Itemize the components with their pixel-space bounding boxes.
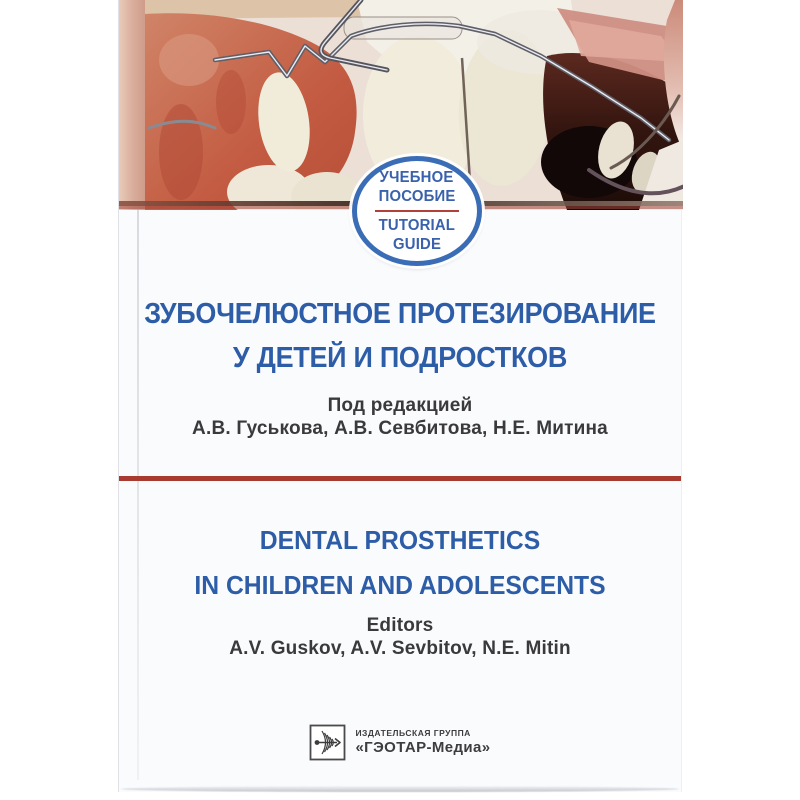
tutorial-badge [352,156,482,266]
editors-names: A.V. Guskov, A.V. Sevbitov, N.E. Mitin [229,638,571,659]
publisher-group-label: ИЗДАТЕЛЬСКАЯ ГРУППА [355,728,471,738]
publisher-block [119,724,681,761]
publisher-text [355,728,490,757]
badge-en-line2: GUIDE [392,236,442,253]
publisher-name: «ГЭОТАР-Медиа» [355,739,491,756]
title-russian-line1: ЗУБОЧЕЛЮСТНОЕ ПРОТЕЗИРОВАНИЕ [144,298,656,330]
title-english-line2: IN CHILDREN AND ADOLESCENTS [194,570,606,600]
editors-label: Editors [366,615,434,636]
book-bottom-edge-shadow [121,786,679,792]
title-english [119,518,681,608]
edited-by-russian [119,394,681,440]
edited-by-label: Под редакцией [327,395,473,416]
title-russian [119,292,681,380]
edited-by-names: А.В. Гуськова, А.В. Севбитова, Н.Е. Митина [192,418,608,439]
book-cover [118,0,682,792]
title-english-line1: DENTAL PROSTHETICS [259,525,541,555]
editors-english [119,614,681,660]
badge-ru-line1: УЧЕБНОЕ [380,169,454,186]
badge-en-line1: TUTORIAL [378,217,456,234]
badge-divider-line [375,210,459,212]
red-divider-rule [119,476,681,481]
badge-ru-line2: ПОСОБИЕ [378,188,456,205]
title-russian-line2: У ДЕТЕЙ И ПОДРОСТКОВ [232,342,568,374]
publisher-logo-icon [309,724,346,761]
photo-spine-band [119,0,145,210]
